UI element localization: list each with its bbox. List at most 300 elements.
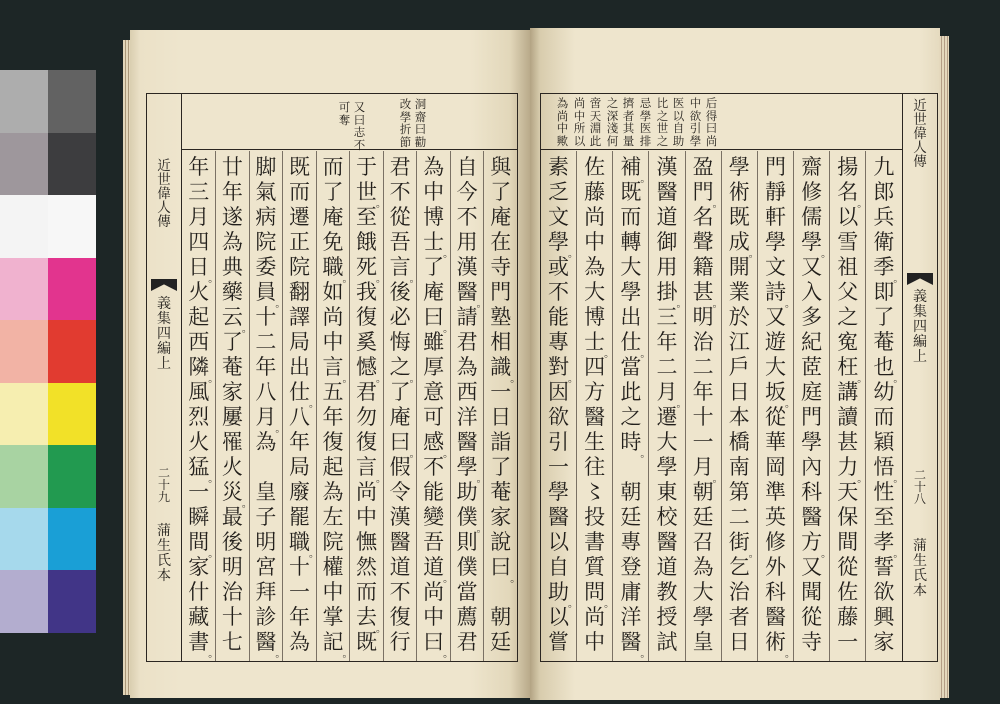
character: 從: [801, 605, 823, 629]
color-patch: [48, 383, 96, 446]
character: 年: [288, 605, 310, 629]
character: 十: [221, 605, 243, 629]
character: 典: [221, 255, 243, 279]
character: 內: [801, 455, 823, 479]
character: 中: [423, 180, 445, 204]
character: 方: [584, 380, 606, 404]
text-column: [865, 151, 904, 661]
character: 上: [157, 357, 171, 372]
character: 蒲: [157, 524, 171, 539]
punctuation-mark: 。: [568, 374, 579, 385]
character: 為: [556, 98, 569, 110]
character: 欲: [548, 405, 570, 429]
character: 七: [221, 630, 243, 654]
character: 術: [728, 180, 750, 204]
character: 深: [606, 110, 619, 123]
character: 投: [584, 505, 606, 529]
character: 茝: [801, 355, 823, 379]
character: 藏: [188, 605, 210, 629]
character: 仕 。: [620, 330, 651, 360]
character: 御: [656, 230, 678, 254]
character: 義: [913, 290, 927, 305]
character: 二: [157, 466, 170, 480]
character: 甚 。: [692, 280, 723, 310]
head-note: [588, 98, 603, 148]
character: 之: [656, 110, 669, 123]
character: 脚: [255, 155, 277, 179]
character: 近: [913, 98, 927, 113]
text-column: [282, 151, 319, 661]
character: 既: [728, 205, 750, 229]
character: 尚: [584, 205, 606, 229]
character: 又: [801, 555, 823, 579]
character: 學 。: [456, 455, 487, 485]
fishtail-mark: [907, 273, 933, 285]
character: 性: [873, 480, 895, 504]
character: 不: [548, 280, 570, 304]
character: 聞: [801, 580, 823, 604]
character: 医: [672, 98, 685, 110]
character: 乞: [728, 555, 750, 579]
character: 中: [584, 230, 606, 254]
character: 偉: [157, 186, 171, 201]
character: 必: [389, 305, 411, 329]
character: 擠: [622, 98, 635, 110]
character: 云 。: [221, 305, 252, 335]
character: 者: [728, 605, 750, 629]
character: 治: [221, 580, 243, 604]
character: 譯: [288, 305, 310, 329]
punctuation-mark: 。: [712, 474, 723, 485]
color-patch: [48, 445, 96, 508]
punctuation-mark: 。: [857, 474, 868, 485]
character: 以: [573, 135, 586, 148]
character: 相: [490, 330, 512, 354]
character: 四: [188, 230, 210, 254]
punctuation-mark: 。: [784, 299, 795, 310]
character: 學: [620, 280, 642, 304]
character: 本: [913, 584, 927, 599]
character: 試: [656, 630, 678, 654]
character: 齋: [414, 111, 427, 124]
character: 淺: [606, 123, 619, 135]
character: 菴: [221, 355, 243, 379]
head-note: [655, 98, 670, 148]
chart-row: [0, 258, 96, 321]
character: 自: [548, 555, 570, 579]
character: 不: [423, 455, 445, 479]
character: 明: [255, 530, 277, 554]
punctuation-mark: 。: [208, 474, 219, 485]
punctuation-mark: 。: [821, 549, 832, 560]
character: 遂: [221, 205, 243, 229]
color-patch: [0, 195, 48, 258]
character: 詩 。: [764, 280, 795, 310]
punctuation-mark: 。: [568, 249, 579, 260]
character: 診: [255, 605, 277, 629]
character: 罹: [221, 430, 243, 454]
character: 西: [188, 330, 210, 354]
punctuation-mark: 。: [376, 474, 387, 485]
character: 天: [589, 110, 602, 123]
character: 庭: [801, 380, 823, 404]
character: 醫 。: [456, 280, 487, 310]
color-patch: [48, 320, 96, 383]
character: 復: [356, 305, 378, 329]
head-note: [605, 98, 620, 148]
character: 而: [873, 405, 895, 429]
character: 之: [837, 305, 859, 329]
punctuation-mark: 。: [476, 524, 487, 535]
character: 補 。: [620, 155, 651, 185]
color-patch: [0, 383, 48, 446]
character: 藥: [221, 280, 243, 304]
character: 遷: [656, 405, 678, 429]
character: 拜: [255, 580, 277, 604]
character: 我: [356, 280, 378, 304]
character: 瞬: [188, 505, 210, 529]
character: 因: [548, 380, 570, 404]
character: 學: [801, 430, 823, 454]
character: 曰: [353, 114, 366, 127]
character: 大: [764, 355, 786, 379]
character: 了: [490, 180, 512, 204]
character: 月 。: [255, 405, 286, 435]
character: 為: [692, 555, 714, 579]
character: 家: [221, 380, 243, 404]
character: 蒲: [913, 539, 927, 554]
color-patch: [48, 195, 96, 258]
character: [620, 455, 641, 480]
character: 庵: [389, 405, 411, 429]
character: 兵: [873, 205, 895, 229]
character: 橋: [728, 430, 750, 454]
character: 憾 。: [356, 355, 387, 385]
punctuation-mark: 。: [748, 249, 759, 260]
character: 南: [728, 455, 750, 479]
character: 入: [801, 280, 823, 304]
character: 士 。: [423, 230, 454, 260]
character: 可: [423, 405, 445, 429]
punctuation-mark: 。: [857, 374, 868, 385]
character: 了: [423, 255, 445, 279]
character: 穎: [873, 430, 895, 454]
character: 為: [288, 630, 310, 654]
character: 明: [221, 555, 243, 579]
character: 學: [692, 605, 714, 629]
punctuation-mark: 。: [409, 374, 420, 385]
character: 軒: [764, 205, 786, 229]
punctuation-mark: 。: [784, 649, 795, 660]
character: 年: [692, 380, 714, 404]
character: 二: [728, 505, 750, 529]
character: 醫: [548, 505, 570, 529]
character: 比: [656, 98, 669, 110]
character: 紀: [801, 330, 823, 354]
punctuation-mark: 。: [784, 399, 795, 410]
volume-label: [903, 290, 937, 365]
character: 文: [548, 205, 570, 229]
punctuation-mark: 。: [275, 299, 286, 310]
character: 十: [913, 480, 926, 494]
character: 廷: [490, 630, 512, 654]
character: 欲: [689, 110, 702, 123]
punctuation-mark: 。: [712, 199, 723, 210]
character: 起: [322, 455, 344, 479]
character: 郎: [873, 180, 895, 204]
character: 轉: [620, 230, 642, 254]
character: 如: [322, 280, 344, 304]
character: 言 。: [322, 355, 353, 385]
character: 雪: [837, 230, 859, 254]
character: 學: [656, 455, 678, 479]
book-title: [147, 159, 181, 229]
character: 本: [728, 405, 750, 429]
character: 人: [157, 200, 171, 215]
character: 時 。: [620, 430, 651, 460]
character: 二: [692, 355, 714, 379]
character: 則: [456, 530, 478, 554]
character: 厚: [423, 355, 445, 379]
character: 近: [157, 158, 171, 173]
character: 尚: [423, 580, 445, 604]
character: 醫: [801, 505, 823, 529]
character: 日 。: [188, 255, 219, 285]
punctuation-mark: 。: [893, 274, 904, 285]
text-column: [349, 151, 387, 661]
character: 醫: [656, 530, 678, 554]
character: 火: [221, 455, 243, 479]
character: 仕 。: [288, 380, 319, 410]
character: 世: [157, 172, 171, 187]
character: 庵: [322, 205, 344, 229]
character: 感 。: [423, 430, 454, 460]
character: 權: [322, 555, 344, 579]
character: 或: [548, 255, 570, 279]
character: 開: [728, 255, 750, 279]
character: 曰 。: [389, 430, 420, 460]
character: 月 。: [656, 380, 687, 410]
character: 醫: [389, 530, 411, 554]
book-title: [903, 99, 937, 169]
character: 以: [672, 110, 685, 123]
text-column: [215, 151, 252, 661]
punctuation-mark: 。: [275, 649, 286, 660]
character: 醫: [656, 180, 678, 204]
character: 復: [322, 430, 344, 454]
punctuation-mark: 。: [510, 374, 521, 385]
character: 自: [672, 123, 685, 135]
punctuation-mark: 。: [275, 424, 286, 435]
character: 廷: [692, 505, 714, 529]
character: 學: [689, 135, 702, 148]
character: 五: [322, 380, 344, 404]
character: 悟 。: [873, 455, 904, 485]
color-calibration-chart: [0, 70, 96, 633]
character: 學: [728, 155, 750, 179]
chart-row: [0, 508, 96, 571]
character: 了: [221, 330, 243, 354]
color-patch: [0, 133, 48, 196]
character: 傳: [157, 214, 171, 229]
character: 一: [188, 480, 210, 504]
character: 上: [913, 350, 927, 365]
punctuation-mark: 。: [443, 324, 454, 335]
character: 塾: [490, 305, 512, 329]
color-patch: [0, 508, 48, 571]
character: 召: [692, 530, 714, 554]
character: 九: [157, 490, 170, 504]
punctuation-mark: 。: [308, 399, 319, 410]
character: 得: [705, 110, 718, 123]
punctuation-mark: 。: [476, 299, 487, 310]
character: 生: [584, 430, 606, 454]
character: 曰: [414, 124, 427, 136]
character: 坂 。: [764, 380, 795, 410]
punctuation-mark: 。: [821, 249, 832, 260]
character: 問 。: [584, 580, 615, 610]
character: 義: [157, 297, 171, 312]
character: 寃: [837, 330, 859, 354]
character: 二: [913, 468, 926, 482]
character: 詣: [490, 430, 512, 454]
character: 年: [221, 180, 243, 204]
character: 世 。: [356, 180, 387, 210]
character: 父: [837, 280, 859, 304]
character: 修: [801, 180, 823, 204]
character: 生: [913, 554, 927, 569]
color-patch: [0, 445, 48, 508]
character: 勸: [414, 136, 427, 149]
character: 為: [322, 480, 344, 504]
character: 醫: [584, 405, 606, 429]
punctuation-mark: 。: [342, 649, 353, 660]
character: 編: [157, 342, 171, 357]
character: 風: [188, 380, 210, 404]
head-note: [638, 98, 653, 148]
head-note: [352, 102, 367, 152]
head-note: [572, 98, 587, 148]
character: 于: [356, 155, 378, 179]
character: 局: [288, 330, 310, 354]
character: 世: [656, 123, 669, 135]
character: 奪: [338, 114, 351, 127]
character: 廷: [620, 505, 642, 529]
character: 佐: [837, 580, 859, 604]
character: 戶: [728, 355, 750, 379]
character: 漢: [389, 505, 411, 529]
character: 尚: [705, 135, 718, 148]
character: 悔: [389, 330, 411, 354]
character: 年: [288, 430, 310, 454]
character: 外: [764, 555, 786, 579]
character: 甚: [837, 430, 859, 454]
publisher-label: [903, 539, 937, 599]
text-column: [685, 151, 721, 661]
character: 助: [672, 135, 685, 148]
character: 吾: [423, 530, 445, 554]
character: 即: [873, 280, 895, 304]
character: 僕 。: [456, 505, 487, 535]
character: 尚: [573, 98, 586, 110]
character: 年: [188, 155, 210, 179]
character: 掌: [322, 605, 344, 629]
character: 假: [389, 455, 411, 479]
punctuation-mark: 。: [676, 399, 687, 410]
character: 準: [764, 480, 786, 504]
character: 從: [389, 205, 411, 229]
character: 歟: [556, 135, 569, 148]
punctuation-mark: 。: [640, 649, 651, 660]
character: 中: [356, 505, 378, 529]
character: 保: [837, 505, 859, 529]
character: 門: [764, 155, 786, 179]
character: 科: [801, 480, 823, 504]
character: 力 。: [837, 455, 868, 485]
character: 罷: [288, 505, 310, 529]
character: 後: [221, 530, 243, 554]
character: 嘗: [548, 630, 570, 654]
punctuation-mark: 。: [443, 649, 454, 660]
character: 請: [456, 305, 478, 329]
punctuation-mark: 。: [640, 449, 651, 460]
character: 對 。: [548, 355, 579, 385]
character: 復: [356, 430, 378, 454]
character: 志: [353, 127, 366, 139]
character: 從: [764, 405, 786, 429]
character: 職 。: [288, 530, 319, 560]
character: 月 。: [692, 455, 723, 485]
character: 中: [556, 123, 569, 135]
character: 素: [548, 155, 570, 179]
character: 當: [456, 580, 478, 604]
text-column: [316, 151, 353, 661]
character: 掛 。: [656, 280, 687, 310]
character: 授: [656, 605, 678, 629]
head-note: [413, 99, 428, 149]
page-number: [903, 469, 937, 505]
color-patch: [48, 570, 96, 633]
character: 與: [490, 155, 512, 179]
character: 死 。: [356, 255, 387, 285]
punctuation-mark: 。: [443, 574, 454, 585]
character: 遊: [764, 330, 786, 354]
volume-label: [147, 297, 181, 372]
chart-row: [0, 195, 96, 258]
character: 於: [728, 305, 750, 329]
character: 以: [837, 205, 859, 229]
character: 藤: [837, 605, 859, 629]
character: 學: [548, 480, 570, 504]
character: 四: [157, 327, 171, 342]
character: 籍: [692, 255, 714, 279]
character: 君: [456, 330, 478, 354]
character: 校: [656, 505, 678, 529]
character: 奚: [356, 330, 378, 354]
character: 之 。: [389, 355, 420, 385]
character: 不: [389, 580, 411, 604]
character: 災 。: [221, 480, 252, 510]
character: 助: [456, 480, 478, 504]
character: 左: [322, 505, 344, 529]
color-patch: [48, 508, 96, 571]
character: 其: [622, 123, 635, 135]
head-note: [398, 99, 413, 149]
character: 而: [620, 205, 642, 229]
character: 家: [188, 555, 210, 579]
character: 間: [837, 530, 859, 554]
character: 火: [188, 280, 210, 304]
